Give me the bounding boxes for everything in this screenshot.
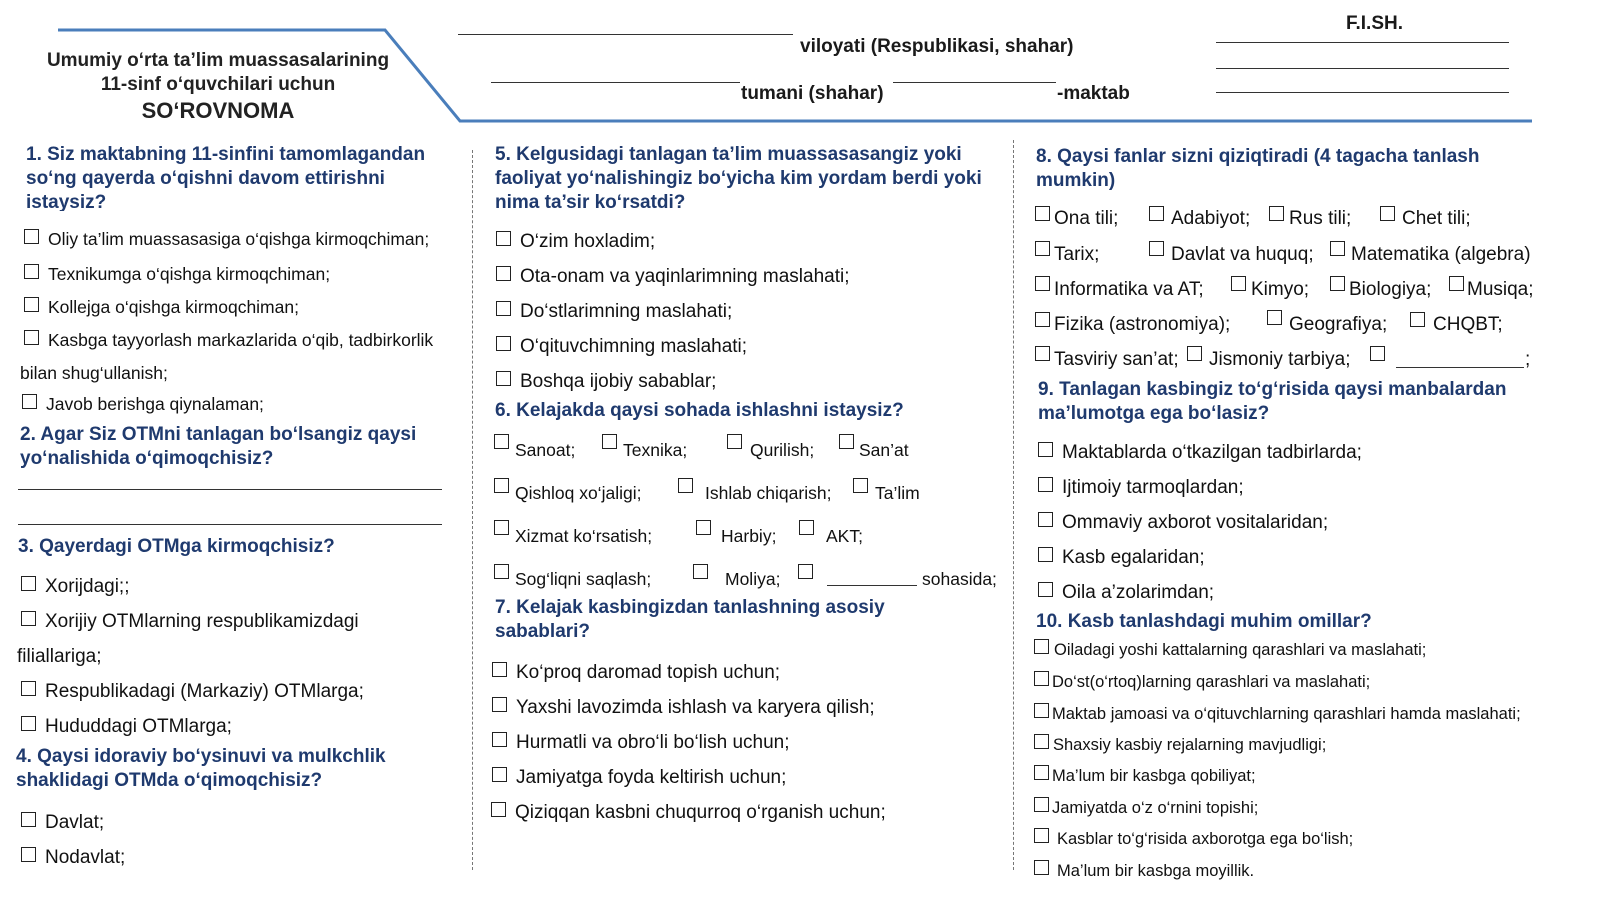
- question-8: 8. Qaysi fanlar sizni qiziqtiradi (4 tagacha tanlash mumkin): [1036, 146, 1480, 191]
- q8-option-fizika: Fizika (astronomiya);: [1054, 314, 1231, 335]
- q5-option-4[interactable]: O‘qituvchimning maslahati;: [496, 336, 747, 358]
- q10-option-4[interactable]: Shaxsiy kasbiy rejalarning mavjudligi;: [1034, 734, 1326, 755]
- q8-checkbox-musiqa[interactable]: [1449, 276, 1464, 291]
- q8-checkbox-jismoniy[interactable]: [1187, 346, 1202, 361]
- checkbox[interactable]: [491, 802, 506, 817]
- q1-option-4-cont: bilan shug‘ullanish;: [20, 363, 168, 383]
- q8-option-tarix: Tarix;: [1054, 244, 1100, 265]
- q9-option-3[interactable]: Ommaviy axborot vositalaridan;: [1038, 512, 1328, 534]
- q1-option-2[interactable]: Texnikumga o‘qishga kirmoqchiman;: [24, 264, 330, 285]
- q3-option-2[interactable]: Xorijiy OTMlarning respublikamizdagi: [21, 611, 359, 633]
- q3-option-3[interactable]: Respublikadagi (Markaziy) OTMlarga;: [21, 681, 364, 703]
- q1-option-4[interactable]: Kasbga tayyorlash markazlarida o‘qib, tadbirkorlik: [24, 330, 433, 351]
- q8-option-jismoniy: Jismoniy tarbiya;: [1209, 349, 1351, 370]
- q8-checkbox-tasviriy[interactable]: [1035, 346, 1050, 361]
- school-input-line[interactable]: [893, 82, 1056, 83]
- q6-checkbox-sanoat[interactable]: [494, 434, 509, 449]
- checkbox[interactable]: [492, 767, 507, 782]
- district-input-line[interactable]: [491, 82, 740, 83]
- q4-option-2[interactable]: Nodavlat;: [21, 847, 125, 869]
- q6-checkbox-sanat[interactable]: [839, 434, 854, 449]
- q6-checkbox-texnika[interactable]: [602, 434, 617, 449]
- checkbox[interactable]: [496, 371, 511, 386]
- question-5: 5. Kelgusidagi tanlagan ta’lim muassasasangiz yoki faoliyat yo‘nalishingiz bo‘yicha kim yordam berdi yoki nima ta’sir ko‘rsatdi?: [495, 144, 982, 213]
- q8-checkbox-informatika[interactable]: [1035, 276, 1050, 291]
- q8-option-ona-tili: Ona tili;: [1054, 208, 1119, 229]
- q6-option-texnika: Texnika;: [623, 440, 688, 460]
- checkbox[interactable]: [1038, 512, 1053, 527]
- q6-option-qishloq: Qishloq xo‘jaligi;: [515, 483, 642, 503]
- q8-option-geografiya: Geografiya;: [1289, 314, 1388, 335]
- question-7: 7. Kelajak kasbingizdan tanlashning asosiy sabablari?: [495, 597, 885, 642]
- checkbox[interactable]: [21, 681, 36, 696]
- q6-option-akt: AKT;: [826, 526, 863, 546]
- q6-checkbox-other[interactable]: [798, 564, 813, 579]
- checkbox[interactable]: [1034, 797, 1049, 812]
- q8-checkbox-fizika[interactable]: [1035, 312, 1050, 327]
- checkbox[interactable]: [24, 229, 39, 244]
- q6-checkbox-akt[interactable]: [799, 520, 814, 535]
- q9-option-2[interactable]: Ijtimoiy tarmoqlardan;: [1038, 477, 1244, 499]
- q6-option-qurilish: Qurilish;: [750, 440, 815, 460]
- question-2: 2. Agar Siz OTMni tanlagan bo‘lsangiz qaysi yo‘nalishida o‘qimoqchisiz?: [20, 424, 417, 469]
- q10-option-5[interactable]: Ma’lum bir kasbga qobiliyat;: [1034, 765, 1256, 786]
- q10-option-2[interactable]: Do‘st(o‘rtoq)larning qarashlari va maslahati;: [1034, 671, 1370, 692]
- q9-option-1[interactable]: Maktablarda o‘tkazilgan tadbirlarda;: [1038, 442, 1362, 464]
- q8-checkbox-other[interactable]: [1370, 346, 1385, 361]
- q7-option-2[interactable]: Yaxshi lavozimda ishlash va karyera qilish;: [492, 697, 875, 719]
- q3-option-4[interactable]: Hududdagi OTMlarga;: [21, 716, 232, 738]
- q1-option-1[interactable]: Oliy ta’lim muassasasiga o‘qishga kirmoqchiman;: [24, 229, 429, 250]
- q7-option-4[interactable]: Jamiyatga foyda keltirish uchun;: [492, 767, 786, 789]
- checkbox[interactable]: [1038, 477, 1053, 492]
- q8-checkbox-kimyo[interactable]: [1231, 276, 1246, 291]
- column-separator-2: [1013, 140, 1014, 870]
- q6-option-moliya: Moliya;: [725, 569, 781, 589]
- q8-option-chqbt: CHQBT;: [1433, 314, 1503, 335]
- district-label: tumani (shahar): [741, 83, 884, 104]
- checkbox[interactable]: [1034, 703, 1049, 718]
- q6-checkbox-qurilish[interactable]: [727, 434, 742, 449]
- survey-subtitle-line2: 11-sinf o‘quvchilari uchun: [100, 74, 336, 95]
- q8-option-other-end: ;: [1525, 349, 1531, 370]
- q6-checkbox-sogliq[interactable]: [494, 564, 509, 579]
- q2-answer-line-2[interactable]: [18, 524, 442, 525]
- region-input-line[interactable]: [458, 34, 793, 35]
- q8-checkbox-biologiya[interactable]: [1330, 276, 1345, 291]
- q8-checkbox-matematika[interactable]: [1330, 241, 1345, 256]
- q6-option-sanoat: Sanoat;: [515, 440, 576, 460]
- school-label: -maktab: [1057, 83, 1130, 104]
- checkbox[interactable]: [1038, 442, 1053, 457]
- region-label: viloyati (Respublikasi, shahar): [800, 36, 1074, 57]
- q8-option-kimyo: Kimyo;: [1251, 279, 1310, 300]
- checkbox[interactable]: [1038, 582, 1053, 597]
- question-10: 10. Kasb tanlashdagi muhim omillar?: [1036, 611, 1372, 632]
- q2-answer-line-1[interactable]: [18, 489, 442, 490]
- survey-title: SO‘ROVNOMA: [141, 98, 295, 123]
- q6-checkbox-xizmat[interactable]: [494, 520, 509, 535]
- q8-option-musiqa: Musiqa;: [1467, 279, 1534, 300]
- q8-checkbox-adabiyot[interactable]: [1149, 206, 1164, 221]
- q10-option-7[interactable]: Kasblar to‘g‘risida axborotga ega bo‘lish;: [1034, 828, 1353, 849]
- q6-checkbox-qishloq[interactable]: [494, 478, 509, 493]
- q6-checkbox-talim[interactable]: [853, 478, 868, 493]
- checkbox[interactable]: [1034, 639, 1049, 654]
- q6-option-ishlab: Ishlab chiqarish;: [705, 483, 832, 503]
- q6-other-input-line[interactable]: [827, 585, 917, 586]
- question-1: 1. Siz maktabning 11-sinfini tamomlagandan so‘ng qayerda o‘qishni davom ettirishni istaysiz?: [26, 144, 426, 211]
- q8-option-rus-tili: Rus tili;: [1289, 208, 1352, 229]
- q4-option-1[interactable]: Davlat;: [21, 812, 104, 834]
- question-3: 3. Qayerdagi OTMga kirmoqchisiz?: [18, 536, 335, 557]
- q5-option-1[interactable]: O‘zim hoxladim;: [496, 231, 655, 253]
- checkbox[interactable]: [1034, 765, 1049, 780]
- checkbox[interactable]: [24, 264, 39, 279]
- checkbox[interactable]: [492, 697, 507, 712]
- checkbox[interactable]: [24, 297, 39, 312]
- name-input-line-2[interactable]: [1216, 68, 1509, 69]
- checkbox[interactable]: [21, 611, 36, 626]
- q6-option-sogliq: Sog‘liqni saqlash;: [515, 569, 652, 589]
- checkbox[interactable]: [492, 662, 507, 677]
- q8-option-chet-tili: Chet tili;: [1402, 208, 1471, 229]
- q8-checkbox-geografiya[interactable]: [1267, 310, 1282, 325]
- checkbox[interactable]: [1034, 860, 1049, 875]
- q6-option-xizmat: Xizmat ko‘rsatish;: [515, 526, 653, 546]
- q3-option-2-cont: filiallariga;: [17, 646, 102, 667]
- checkbox[interactable]: [1034, 734, 1049, 749]
- checkbox[interactable]: [21, 716, 36, 731]
- q7-option-5[interactable]: Qiziqqan kasbni chuqurroq o‘rganish uchun;: [491, 802, 886, 824]
- q10-option-3[interactable]: Maktab jamoasi va o‘qituvchlarning qarashlari hamda maslahati;: [1034, 703, 1521, 724]
- q1-option-3[interactable]: Kollejga o‘qishga kirmoqchiman;: [24, 297, 299, 318]
- q8-checkbox-davlat-huquq[interactable]: [1149, 241, 1164, 256]
- q6-option-harbiy: Harbiy;: [721, 526, 777, 546]
- q7-option-1[interactable]: Ko‘proq daromad topish uchun;: [492, 662, 780, 684]
- q10-option-6[interactable]: Jamiyatda o‘z o‘rnini topishi;: [1034, 797, 1258, 818]
- q9-option-5[interactable]: Oila a’zolarimdan;: [1038, 582, 1214, 604]
- checkbox[interactable]: [496, 301, 511, 316]
- q5-option-5[interactable]: Boshqa ijobiy sabablar;: [496, 371, 716, 393]
- q6-checkbox-moliya[interactable]: [693, 564, 708, 579]
- q5-option-2[interactable]: Ota-onam va yaqinlarimning maslahati;: [496, 266, 850, 288]
- survey-subtitle-line1: Umumiy o‘rta ta’lim muassasalarining: [46, 50, 390, 71]
- q8-option-davlat-huquq: Davlat va huquq;: [1171, 244, 1314, 265]
- q8-checkbox-chqbt[interactable]: [1410, 312, 1425, 327]
- checkbox[interactable]: [496, 266, 511, 281]
- q5-option-3[interactable]: Do‘stlarimning maslahati;: [496, 301, 732, 323]
- name-label: F.I.SH.: [1346, 13, 1404, 34]
- q10-option-1[interactable]: Oiladagi yoshi kattalarning qarashlari va maslahati;: [1034, 639, 1426, 660]
- q10-option-8[interactable]: Ma’lum bir kasbga moyillik.: [1034, 860, 1254, 881]
- q8-option-informatika: Informatika va AT;: [1054, 279, 1204, 300]
- checkbox[interactable]: [21, 812, 36, 827]
- checkbox[interactable]: [1038, 547, 1053, 562]
- q3-option-1[interactable]: Xorijdagi;;: [21, 576, 130, 598]
- q8-checkbox-rus-tili[interactable]: [1269, 206, 1284, 221]
- q8-checkbox-ona-tili[interactable]: [1035, 206, 1050, 221]
- q6-option-talim: Ta’lim: [875, 483, 920, 503]
- question-6: 6. Kelajakda qaysi sohada ishlashni istaysiz?: [495, 400, 904, 421]
- q1-option-5[interactable]: Javob berishga qiynalaman;: [22, 394, 264, 415]
- q6-checkbox-harbiy[interactable]: [696, 520, 711, 535]
- q6-option-sanat: San’at: [859, 440, 909, 460]
- q8-other-input-line[interactable]: [1396, 367, 1524, 368]
- q8-checkbox-chet-tili[interactable]: [1380, 206, 1395, 221]
- checkbox[interactable]: [21, 576, 36, 591]
- checkbox[interactable]: [1034, 828, 1049, 843]
- checkbox[interactable]: [496, 231, 511, 246]
- checkbox[interactable]: [492, 732, 507, 747]
- question-4: 4. Qaysi idoraviy bo‘ysinuvi va mulkchlik shaklidagi OTMda o‘qimoqchisiz?: [16, 746, 386, 791]
- q8-checkbox-tarix[interactable]: [1035, 241, 1050, 256]
- q7-option-3[interactable]: Hurmatli va obro‘li bo‘lish uchun;: [492, 732, 790, 754]
- name-input-line-1[interactable]: [1216, 42, 1509, 43]
- q8-option-matematika: Matematika (algebra): [1351, 244, 1531, 265]
- question-9: 9. Tanlagan kasbingiz to‘g‘risida qaysi manbalardan ma’lumotga ega bo‘lasiz?: [1038, 379, 1507, 424]
- q9-option-4[interactable]: Kasb egalaridan;: [1038, 547, 1205, 569]
- q8-option-adabiyot: Adabiyot;: [1171, 208, 1251, 229]
- q8-option-tasviriy: Tasviriy san’at;: [1054, 349, 1179, 370]
- checkbox[interactable]: [22, 394, 37, 409]
- checkbox[interactable]: [496, 336, 511, 351]
- name-input-line-3[interactable]: [1216, 92, 1509, 93]
- checkbox[interactable]: [21, 847, 36, 862]
- column-separator-1: [472, 150, 473, 870]
- checkbox[interactable]: [1034, 671, 1049, 686]
- q6-checkbox-ishlab[interactable]: [678, 478, 693, 493]
- checkbox[interactable]: [24, 330, 39, 345]
- q6-option-other-label: sohasida;: [922, 569, 997, 589]
- q8-option-biologiya: Biologiya;: [1349, 279, 1432, 300]
